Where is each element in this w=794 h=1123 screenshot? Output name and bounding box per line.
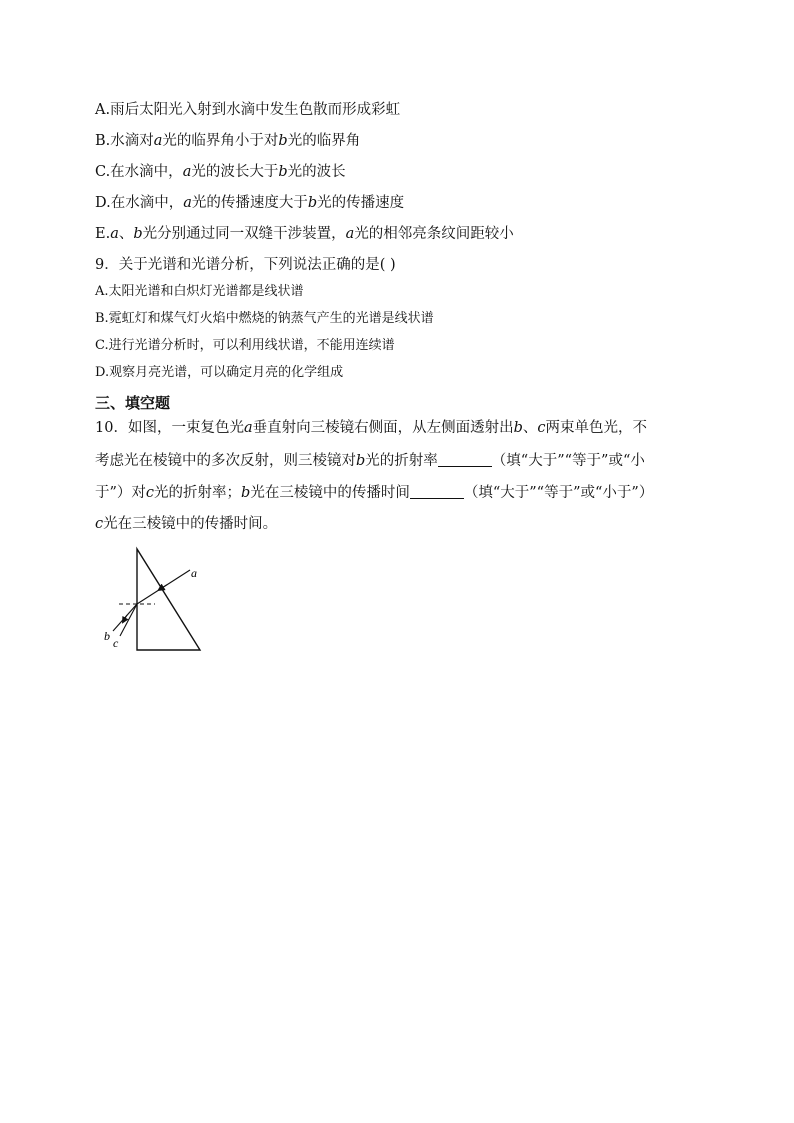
prism-triangle [137,549,200,650]
q10-line-2: 考虑光在棱镜中的多次反射，则三棱镜对b光的折射率 （填“大于”“等于”或“小 [95,453,645,469]
q8-option-d: D.在水滴中，a光的传播速度大于b光的传播速度 [95,195,405,211]
q9-option-d: D.观察月亮光谱，可以确定月亮的化学组成 [95,365,344,380]
answer-blank-1[interactable] [438,452,492,468]
q8-option-a: A.雨后太阳光入射到水滴中发生色散而形成彩虹 [95,102,401,118]
q8-option-c: C.在水滴中，a光的波长大于b光的波长 [95,164,346,180]
q9-option-a: A.太阳光谱和白炽灯光谱都是线状谱 [95,284,304,299]
section-title: 三、填空题 [95,394,171,412]
q9-option-b: B.霓虹灯和煤气灯火焰中燃烧的钠蒸气产生的光谱是线状谱 [95,311,434,326]
q9-stem: 9．关于光谱和光谱分析，下列说法正确的是( ) [95,257,396,273]
prism-diagram [95,540,220,655]
q10-line-3: 于”）对c光的折射率；b光在三棱镜中的传播时间 （填“大于”“等于”或“小于”） [95,485,654,501]
q10-line-4: c光在三棱镜中的传播时间。 [95,516,278,532]
label-c: c [113,636,119,650]
label-b: b [104,629,110,643]
q9-option-c: C.进行光谱分析时，可以利用线状谱，不能用连续谱 [95,338,395,353]
q10-line-1: 10．如图，一束复色光a垂直射向三棱镜右侧面，从左侧面透射出b、c两束单色光，不 [95,420,648,436]
q8-option-b: B.水滴对a光的临界角小于对b光的临界角 [95,133,361,149]
label-a: a [191,566,197,580]
q8-option-e: E.a、b光分别通过同一双缝干涉装置，a光的相邻亮条纹间距较小 [95,226,514,242]
answer-blank-2[interactable] [410,484,464,500]
